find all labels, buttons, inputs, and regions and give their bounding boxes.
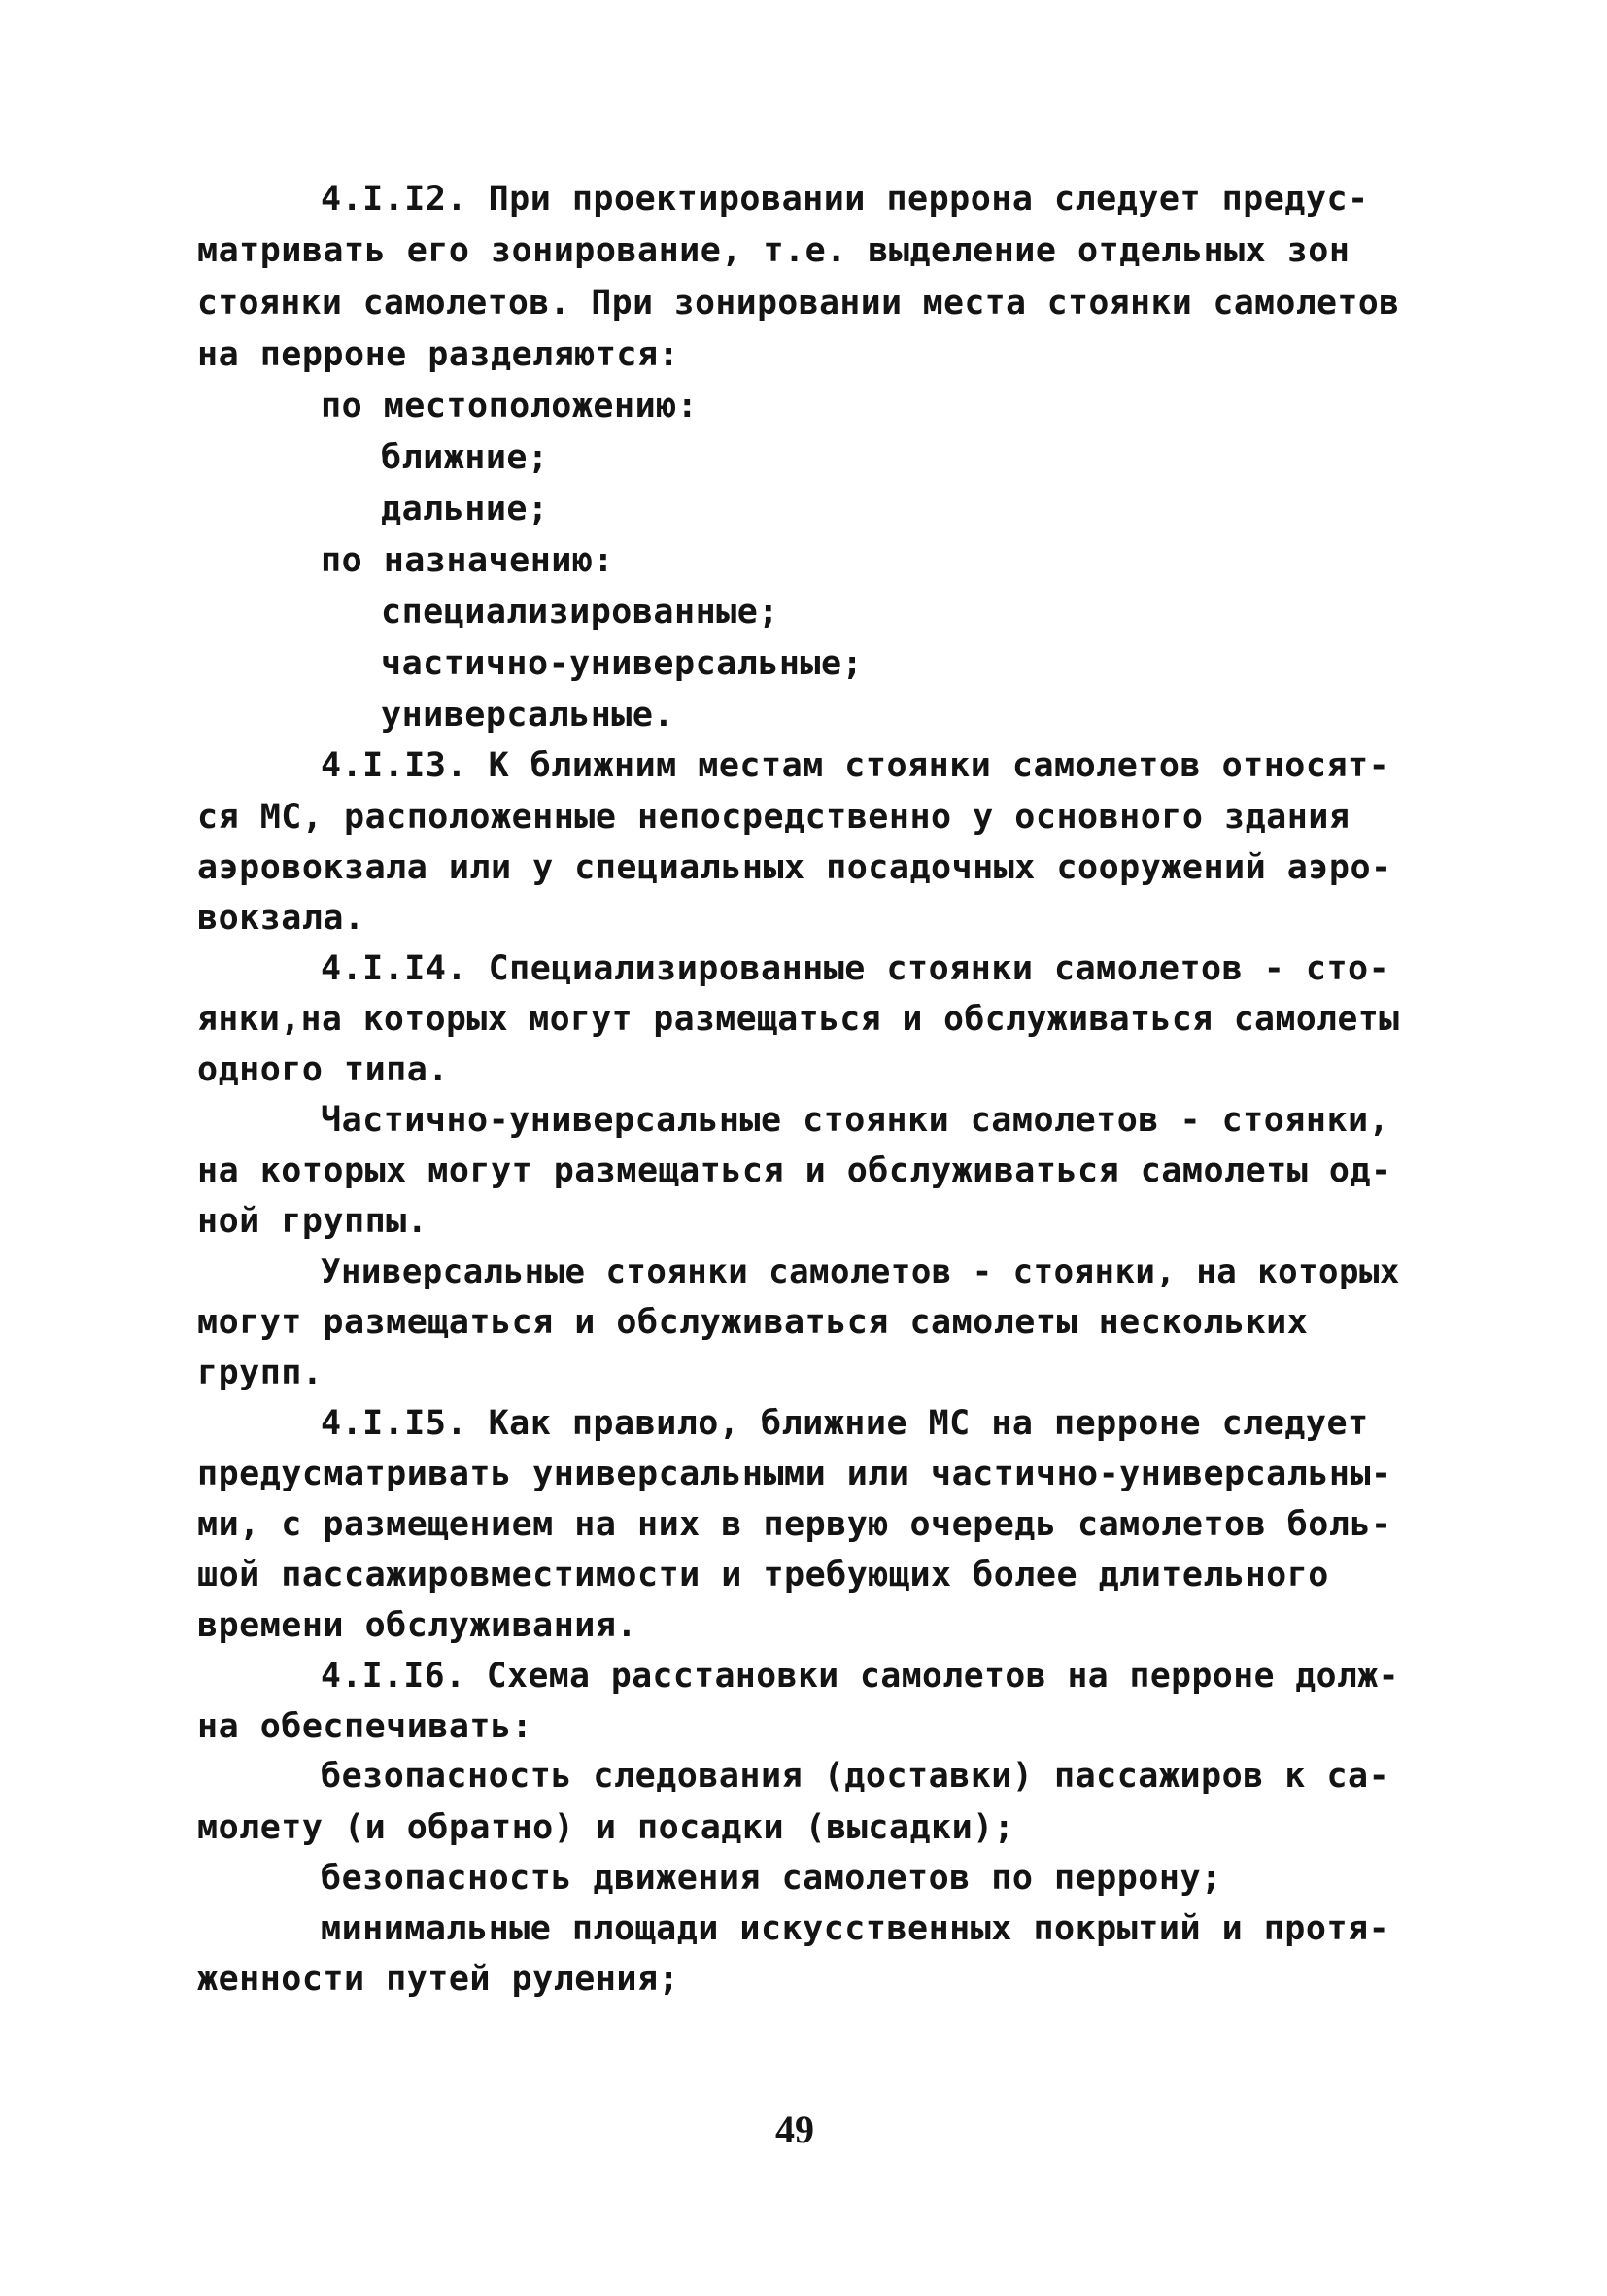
text-line: универсальные.	[381, 696, 675, 735]
page-number: 49	[775, 2108, 814, 2151]
text-line: 4.I.I6. Схема расстановки самолетов на перроне долж-	[321, 1657, 1399, 1696]
text-line: на перроне разделяются:	[197, 335, 680, 374]
text-line: специализированные;	[381, 593, 779, 632]
text-line: 4.I.I4. Специализированные стоянки самолетов - сто-	[321, 949, 1390, 988]
text-line: времени обслуживания.	[197, 1606, 638, 1645]
text-line: на которых могут размещаться и обслуживаться самолеты од-	[197, 1151, 1392, 1190]
text-line: стоянки самолетов. При зонировании места стоянки самолетов	[197, 284, 1400, 323]
text-line: 4.I.I2. При проектировании перрона следует предус-	[321, 180, 1369, 219]
text-line: матривать его зонирование, т.е. выделение отдельных зон	[197, 231, 1351, 270]
text-line: безопасность следования (доставки) пассажиров к са-	[321, 1757, 1390, 1796]
text-line: женности путей руления;	[197, 1960, 680, 1999]
text-line: ближние;	[381, 438, 549, 477]
text-line: ся МС, расположенные непосредственно у основного здания	[197, 798, 1351, 837]
text-line: одного типа.	[197, 1050, 449, 1089]
text-line: по местоположению:	[321, 387, 699, 426]
text-line: могут размещаться и обслуживаться самолеты нескольких	[197, 1303, 1309, 1342]
text-line: безопасность движения самолетов по перрону;	[321, 1859, 1222, 1898]
text-line: Универсальные стоянки самолетов - стоянки, на которых	[321, 1252, 1400, 1291]
text-line: шой пассажировместимости и требующих более длительного	[197, 1556, 1329, 1594]
text-line: ной группы.	[197, 1202, 428, 1241]
text-line: ми, с размещением на них в первую очередь самолетов боль-	[197, 1505, 1392, 1544]
text-line: янки,на которых могут размещаться и обслуживаться самолеты	[197, 1000, 1400, 1039]
text-line: 4.I.I3. К ближним местам стоянки самолетов относят-	[321, 746, 1390, 785]
text-line: дальние;	[381, 490, 549, 529]
text-line: предусматривать универсальными или частично-универсальны-	[197, 1455, 1392, 1493]
text-line: молету (и обратно) и посадки (высадки);	[197, 1808, 1015, 1847]
text-line: частично-универсальные;	[381, 644, 864, 683]
text-line: Частично-универсальные стоянки самолетов - стоянки,	[321, 1101, 1390, 1140]
text-line: по назначению:	[321, 541, 615, 580]
text-line: 4.I.I5. Как правило, ближние МС на перроне следует	[321, 1404, 1369, 1443]
text-line: групп.	[197, 1354, 324, 1392]
text-line: вокзала.	[197, 899, 365, 938]
text-line: на обеспечивать:	[197, 1707, 533, 1746]
text-line: аэровокзала или у специальных посадочных сооружений аэро-	[197, 848, 1392, 887]
text-line: минимальные площади искусственных покрытий и протя-	[321, 1909, 1390, 1948]
